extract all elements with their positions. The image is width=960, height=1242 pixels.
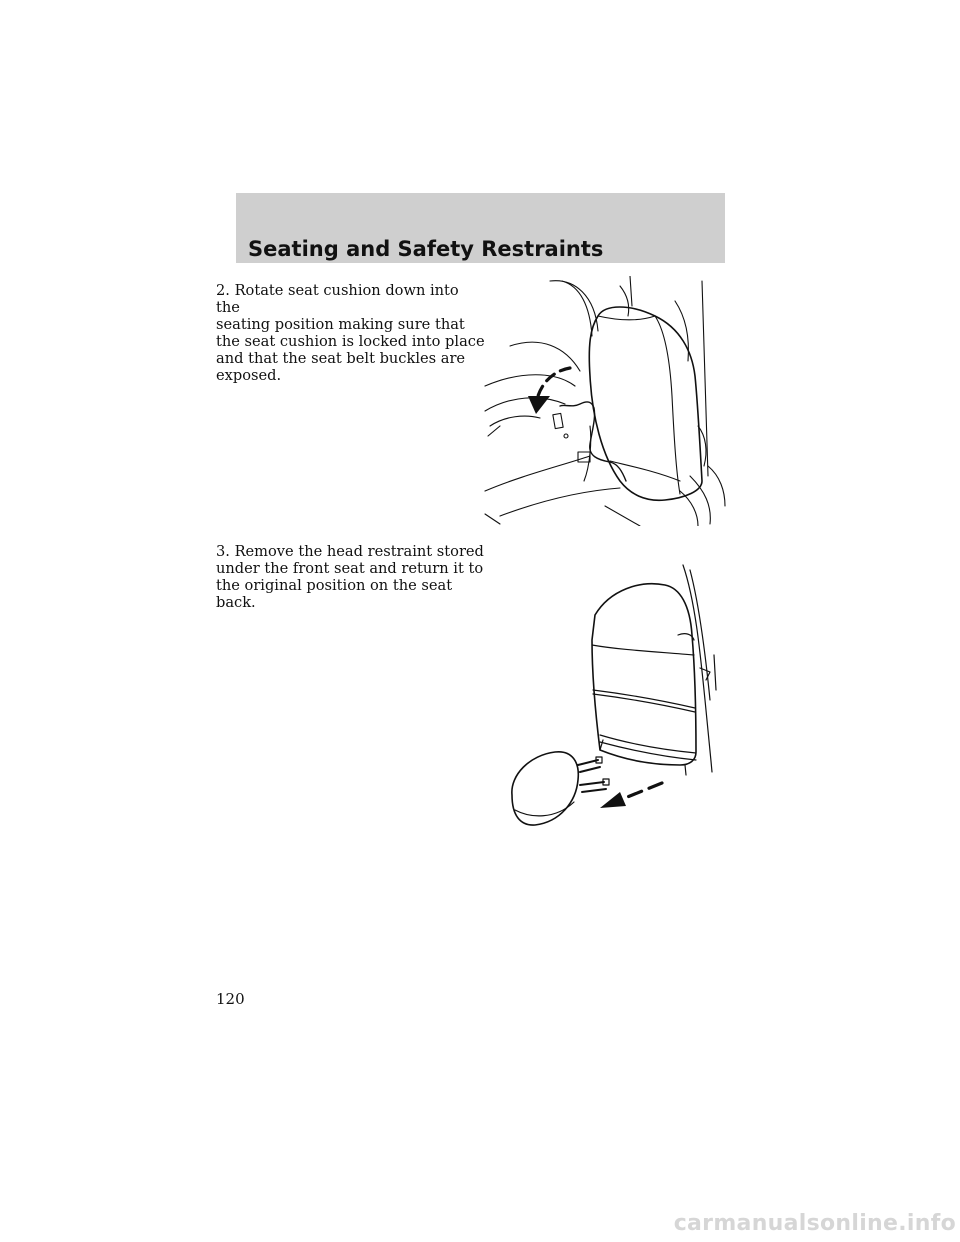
section-title: Seating and Safety Restraints: [248, 237, 604, 261]
watermark: carmanualsonline.info: [673, 1211, 956, 1236]
step-3-text: 3. Remove the head restraint stored under the front seat and return it to the original position on the seat back.: [216, 543, 484, 611]
seat-cushion-illustration: [480, 276, 730, 526]
page-number: 120: [216, 990, 245, 1008]
head-restraint-illustration: [500, 560, 730, 835]
section-header: [236, 193, 725, 263]
step-2-text: 2. Rotate seat cushion down into the seating position making sure that the seat cushion is locked into place and that the seat belt buckles are exposed.: [216, 282, 485, 384]
